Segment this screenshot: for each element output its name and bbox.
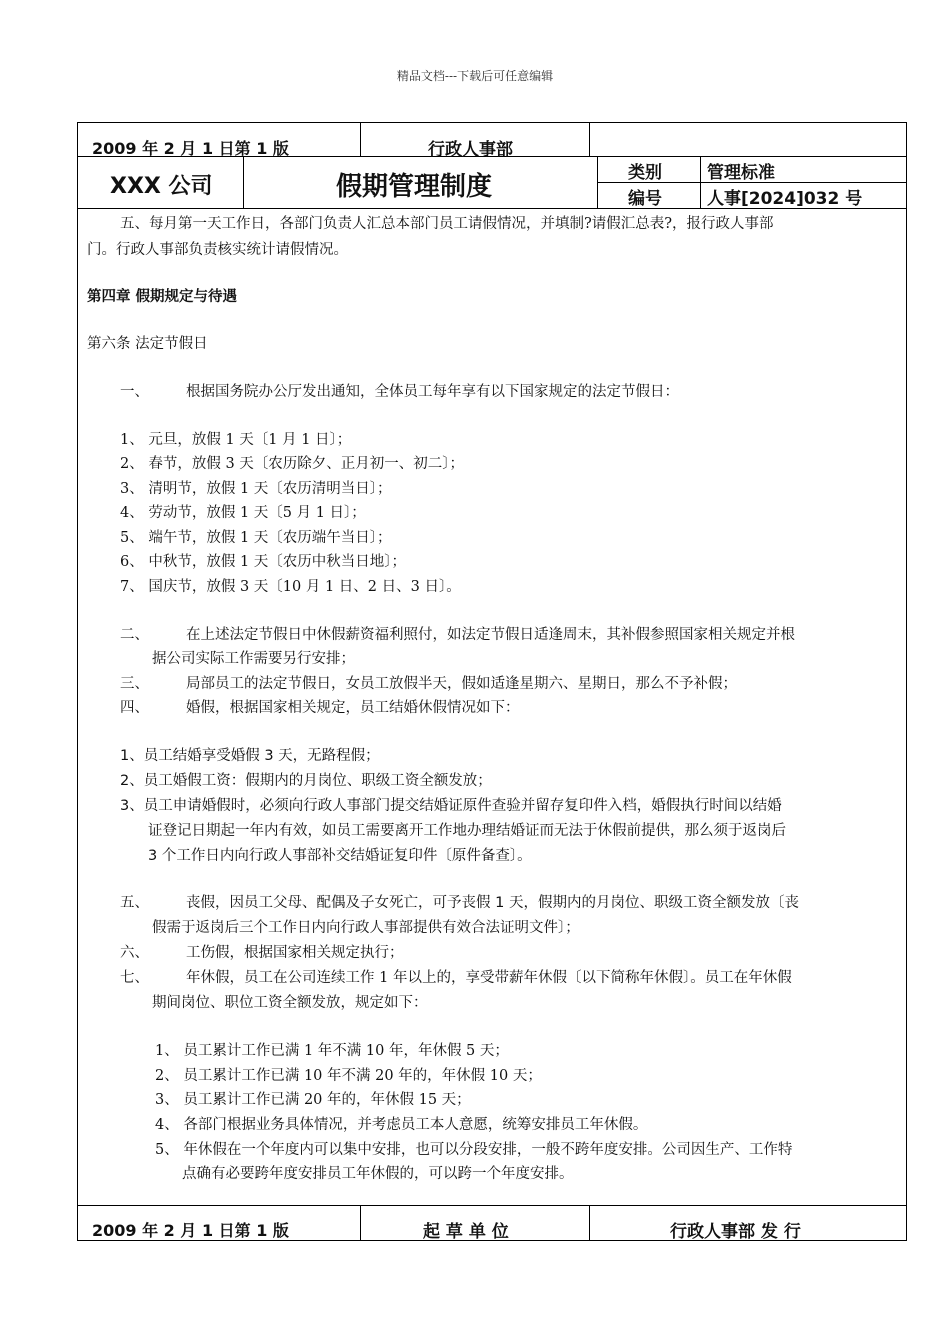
item2-text-line2: 据公司实际工作需要另行安排； (152, 651, 355, 667)
item7-label: 七、 (120, 970, 149, 986)
marriage-item: 1、员工结婚享受婚假 3 天，无路程假； (120, 748, 380, 764)
marriage-item: 3、员工申请婚假时，必须向行政人事部门提交结婚证原件查验并留存复印件入档，婚假执行时间以结婚 (120, 798, 782, 814)
item4-label: 四、 (120, 700, 149, 716)
paragraph-five-line2: 门。行政人事部负责核实统计请假情况。 (87, 242, 348, 258)
annual-leave-item: 1、 员工累计工作已满 1 年不满 10 年，年休假 5 天； (155, 1043, 509, 1059)
holiday-item: 6、 中秋节，放假 1 天〔农历中秋当日地〕； (120, 554, 407, 570)
number-value: 人事[2024]032 号 (707, 188, 863, 209)
footer-draft-unit: 起 草 单 位 (423, 1221, 509, 1242)
footer-issuer: 行政人事部 发 行 (670, 1221, 801, 1242)
marriage-item-cont: 3 个工作日内向行政人事部补交结婚证复印件〔原件备查〕。 (148, 848, 532, 864)
category-label: 类别 (628, 162, 662, 183)
item6-label: 六、 (120, 945, 149, 961)
document-title: 假期管理制度 (336, 171, 493, 202)
holiday-item: 1、 元旦，放假 1 天〔1 月 1 日〕； (120, 432, 352, 448)
annual-leave-item: 4、 各部门根据业务具体情况，并考虑员工本人意愿，统筹安排员工年休假。 (155, 1117, 648, 1133)
holiday-item: 5、 端午节，放假 1 天〔农历端午当日〕； (120, 530, 392, 546)
annual-leave-item: 2、 员工累计工作已满 10 年不满 20 年的，年休假 10 天； (155, 1068, 542, 1084)
article-heading: 第六条 法定节假日 (87, 336, 208, 352)
item5-label: 五、 (120, 895, 149, 911)
marriage-item-cont: 证登记日期起一年内有效，如员工需要离开工作地办理结婚证而无法于休假前提供，那么须于返岗后 (148, 823, 786, 839)
holiday-item: 4、 劳动节，放假 1 天〔5 月 1 日〕； (120, 505, 366, 521)
footer-version: 2009 年 2 月 1 日第 1 版 (92, 1220, 289, 1240)
item7-text: 年休假，员工在公司连续工作 1 年以上的，享受带薪年休假〔以下简称年休假〕。员工在年休假 (186, 970, 792, 986)
header-department: 行政人事部 (428, 139, 513, 160)
item4-text: 婚假，根据国家相关规定，员工结婚休假情况如下： (186, 700, 520, 716)
watermark-text: 精品文档---下载后可任意编辑 (396, 69, 554, 83)
number-label: 编号 (628, 188, 662, 209)
item3-label: 三、 (120, 676, 149, 692)
item2-text-part1: 在上述法定节假日中休假薪资福利照付，如法定节假日适 (186, 627, 549, 643)
header-version: 2009 年 2 月 1 日第 1 版 (92, 138, 289, 158)
item1-label: 一、 (120, 384, 149, 400)
item3-text: 局部员工的法定节假日，女员工放假半天，假如适逢星期六、星期日，那么不予补假； (186, 676, 737, 692)
company-name: XXX 公司 (110, 173, 213, 199)
category-value: 管理标准 (707, 162, 775, 183)
marriage-item: 2、员工婚假工资：假期内的月岗位、职级工资全额发放； (120, 773, 492, 789)
item2-label: 二、 (120, 627, 149, 643)
item2-text-part2: 逢周末，其补假参照国家相关规定并根 (548, 627, 795, 643)
item5-text: 丧假，因员工父母、配偶及子女死亡，可予丧假 1 天，假期内的月岗位、职级工资全额发放〔丧 (186, 895, 799, 911)
item6-text: 工伤假，根据国家相关规定执行； (186, 945, 404, 961)
holiday-item: 3、 清明节，放假 1 天〔农历清明当日〕； (120, 481, 392, 497)
holiday-item: 7、 国庆节，放假 3 天〔10 月 1 日、2 日、3 日〕。 (120, 579, 461, 595)
annual-leave-item: 5、 年休假在一个年度内可以集中安排，也可以分段安排，一般不跨年度安排。公司因生产、工作特 (155, 1142, 793, 1158)
annual-leave-item-cont: 点确有必要跨年度安排员工年休假的，可以跨一个年度安排。 (182, 1166, 574, 1182)
holiday-item: 2、 春节，放假 3 天〔农历除夕、正月初一、初二〕； (120, 456, 465, 472)
item2-text-a (186, 623, 795, 644)
chapter-heading: 第四章 假期规定与待遇 (87, 289, 238, 305)
annual-leave-item: 3、 员工累计工作已满 20 年的，年休假 15 天； (155, 1092, 471, 1108)
paragraph-five-line1: 五、每月第一天工作日，各部门负责人汇总本部门员工请假情况，并填制?请假汇总表?，报行政人事部 (120, 216, 774, 232)
item1-text: 根据国务院办公厅发出通知，全体员工每年享有以下国家规定的法定节假日： (186, 384, 679, 400)
item5-text-line2: 假需于返岗后三个工作日内向行政人事部提供有效合法证明文件〕； (152, 920, 580, 936)
item7-text-line2: 期间岗位、职位工资全额发放，规定如下： (152, 995, 428, 1011)
